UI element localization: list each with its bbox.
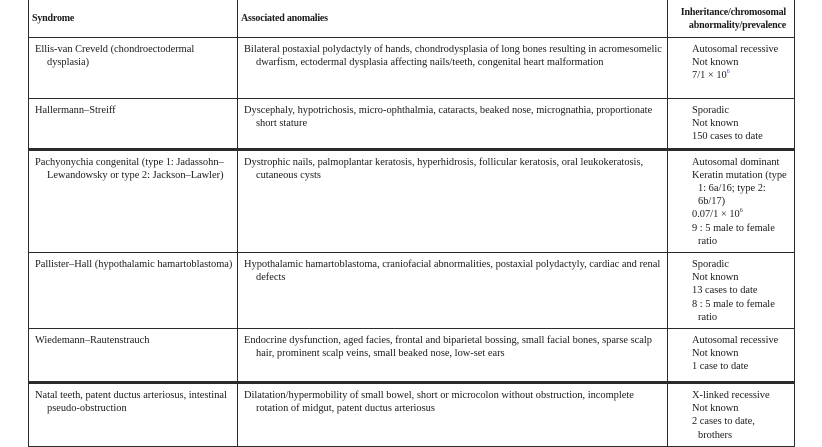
inheritance-line: Sporadic [692, 259, 729, 271]
inheritance-line: Not known [692, 118, 739, 130]
cell-inheritance [668, 329, 795, 383]
inheritance-line: Autosomal recessive [692, 335, 779, 347]
inheritance-line: 150 cases to date [692, 131, 763, 143]
syndrome-name: Ellis-van Creveld (chondroectodermal dysplasia) [35, 44, 195, 69]
cell-syndrome [29, 38, 238, 99]
inheritance-line: Sporadic [692, 105, 729, 116]
syndrome-name: Hallermann–Streiff [35, 105, 116, 116]
prevalence-base: 0.07/1 × 10 [692, 209, 740, 221]
table-row [29, 149, 795, 252]
table-header-row [29, 0, 795, 38]
cell-syndrome [29, 329, 238, 383]
inheritance-line: Keratin mutation (type 1: 6a/16; type 2: 6b/17) [692, 169, 787, 208]
syndrome-name: Wiedemann–Rautenstrauch [35, 335, 150, 347]
ratio-line: 9 : 5 male to female ratio [692, 222, 775, 247]
inheritance-line: 1 case to date [692, 361, 749, 373]
cell-syndrome [29, 149, 238, 252]
cell-inheritance [668, 99, 795, 150]
cell-inheritance [668, 383, 795, 447]
inheritance-line: Not known [692, 57, 739, 69]
cell-syndrome [29, 383, 238, 447]
header-syndrome: Syndrome [29, 0, 238, 38]
anomalies-text: Endocrine dysfunction, aged facies, frontal and biparietal bossing, small facial bones, sparse scalp hair, prominent scalp veins, small beaked nose, low-set ears [244, 335, 652, 360]
syndrome-name: Pachyonychia congenital (type 1: Jadassohn–Lewandowsky or type 2: Jackson–Lawler) [35, 156, 224, 181]
cell-inheritance [668, 149, 795, 252]
inheritance-line: 13 cases to date [692, 285, 758, 297]
cell-anomalies [238, 329, 668, 383]
header-inheritance: Inheritance/chromosomal abnormality/prevalence [668, 0, 795, 38]
table-row [29, 253, 795, 329]
inheritance-line: X-linked recessive [692, 390, 770, 402]
anomalies-text: Dystrophic nails, palmoplantar keratosis, hyperhidrosis, follicular keratosis, oral leukokeratosis, cutaneous cysts [244, 156, 644, 181]
cell-syndrome [29, 253, 238, 329]
cell-anomalies [238, 149, 668, 252]
syndromes-table [28, 0, 795, 447]
cell-anomalies [238, 99, 668, 150]
inheritance-line: Autosomal dominant [692, 156, 780, 168]
table-row [29, 383, 795, 447]
prevalence-base: 7/1 × 10 [692, 70, 727, 82]
header-anomalies: Associated anomalies [238, 0, 668, 38]
table-row [29, 99, 795, 150]
cell-inheritance [668, 38, 795, 99]
table-row [29, 329, 795, 383]
inheritance-line: Not known [692, 272, 739, 284]
anomalies-text: Dilatation/hypermobility of small bowel, short or microcolon without obstruction, incomplete rotation of midgut, patent ductus arteriosus [244, 390, 634, 415]
prevalence-exponent: 6 [726, 69, 730, 76]
inheritance-line: Autosomal recessive [692, 44, 779, 55]
anomalies-text: Hypothalamic hamartoblastoma, craniofacial abnormalities, postaxial polydactyly, cardiac and renal defects [244, 259, 661, 284]
prevalence-line [680, 208, 790, 221]
table-row [29, 38, 795, 99]
syndrome-name: Pallister–Hall (hypothalamic hamartoblastoma) [35, 259, 233, 271]
cell-anomalies [238, 253, 668, 329]
cell-anomalies [238, 38, 668, 99]
cell-inheritance [668, 253, 795, 329]
inheritance-line: 2 cases to date, brothers [692, 416, 755, 441]
cell-syndrome [29, 99, 238, 150]
anomalies-text: Bilateral postaxial polydactyly of hands, chondrodysplasia of long bones resulting in acromesomelic dwarfism, ectodermal dysplasia affecting nails/teeth, congenital heart malformation [244, 44, 662, 69]
syndrome-name: Natal teeth, patent ductus arteriosus, intestinal pseudo-obstruction [35, 390, 227, 415]
inheritance-line: Not known [692, 403, 739, 415]
inheritance-line: Not known [692, 348, 739, 360]
prevalence-line [680, 69, 790, 82]
cell-anomalies [238, 383, 668, 447]
anomalies-text: Dyscephaly, hypotrichosis, micro-ophthalmia, cataracts, beaked nose, micrognathia, proportionate short stature [244, 105, 653, 130]
prevalence-exponent: 6 [739, 208, 743, 215]
inheritance-line: 8 : 5 male to female ratio [692, 298, 775, 323]
